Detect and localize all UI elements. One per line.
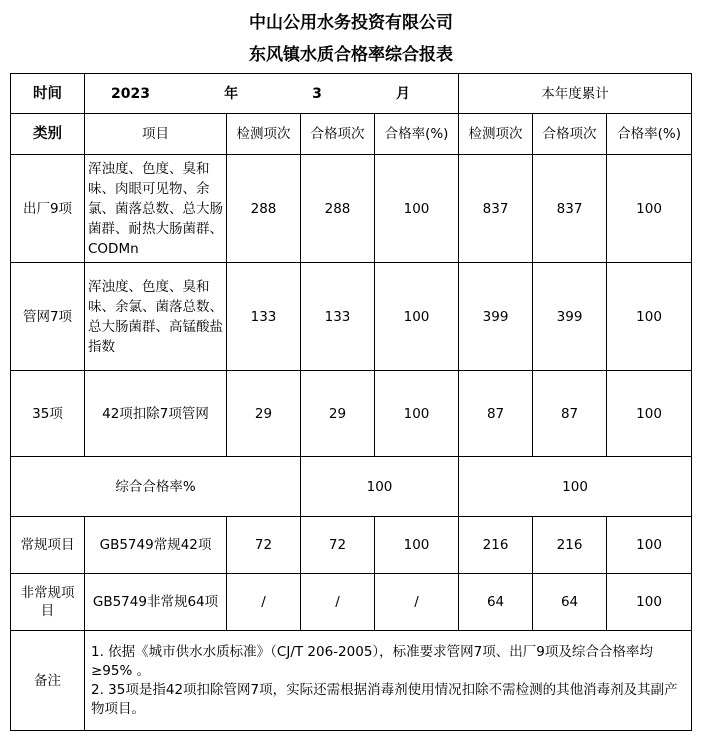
value-cell: / xyxy=(227,574,301,631)
value-cell: 29 xyxy=(227,371,301,457)
item-cell: 浑浊度、色度、臭和味、余氯、菌落总数、总大肠菌群、高锰酸盐指数 xyxy=(85,263,227,371)
value-cell: 100 xyxy=(607,574,692,631)
col-header: 检测项次 xyxy=(227,114,301,155)
table-row xyxy=(11,574,692,631)
col-header: 检测项次 xyxy=(459,114,533,155)
overall-annual-value: 100 xyxy=(459,457,692,517)
value-cell: 100 xyxy=(607,263,692,371)
category-cell: 出厂9项 xyxy=(11,155,85,263)
table-row xyxy=(11,155,692,263)
col-header: 合格项次 xyxy=(301,114,375,155)
value-cell: 87 xyxy=(459,371,533,457)
item-cell: 浑浊度、色度、臭和味、肉眼可见物、余氯、菌落总数、总大肠菌群、耐热大肠菌群、CODMn xyxy=(85,155,227,263)
year-value: 2023 xyxy=(111,85,150,102)
month-unit: 月 xyxy=(396,85,410,102)
date-cell xyxy=(85,74,459,114)
item-cell: GB5749非常规64项 xyxy=(85,574,227,631)
category-cell: 常规项目 xyxy=(11,517,85,574)
value-cell: 72 xyxy=(227,517,301,574)
value-cell: 216 xyxy=(533,517,607,574)
value-cell: 288 xyxy=(301,155,375,263)
value-cell: 399 xyxy=(533,263,607,371)
notes-row xyxy=(11,631,692,731)
item-cell: 42项扣除7项管网 xyxy=(85,371,227,457)
time-label: 时间 xyxy=(11,74,85,114)
value-cell: 288 xyxy=(227,155,301,263)
report-title: 东风镇水质合格率综合报表 xyxy=(249,45,453,65)
value-cell: 133 xyxy=(227,263,301,371)
value-cell: 399 xyxy=(459,263,533,371)
value-cell: 100 xyxy=(607,155,692,263)
col-header: 合格率(%) xyxy=(375,114,459,155)
value-cell: 100 xyxy=(375,155,459,263)
value-cell: 100 xyxy=(375,263,459,371)
date-row xyxy=(11,74,692,114)
category-cell: 管网7项 xyxy=(11,263,85,371)
overall-label: 综合合格率% xyxy=(11,457,301,517)
value-cell: 72 xyxy=(301,517,375,574)
table-row xyxy=(11,371,692,457)
value-cell: 64 xyxy=(459,574,533,631)
year-unit: 年 xyxy=(224,85,239,102)
company-title: 中山公用水务投资有限公司 xyxy=(249,13,453,33)
category-cell: 非常规项目 xyxy=(11,574,85,631)
value-cell: 64 xyxy=(533,574,607,631)
value-cell: 133 xyxy=(301,263,375,371)
month-value: 3 xyxy=(312,85,322,102)
water-quality-table xyxy=(10,73,692,731)
column-header-row xyxy=(11,114,692,155)
table-row xyxy=(11,263,692,371)
table-row xyxy=(11,517,692,574)
value-cell: / xyxy=(301,574,375,631)
overall-row xyxy=(11,457,692,517)
value-cell: 100 xyxy=(375,517,459,574)
note-line: 1. 依据《城市供水水质标准》（CJ/T 206-2005），标准要求管网7项、出厂9项及综合合格率均≥95% 。 xyxy=(91,643,653,679)
value-cell: 87 xyxy=(533,371,607,457)
value-cell: 29 xyxy=(301,371,375,457)
annual-label: 本年度累计 xyxy=(459,74,692,114)
item-header: 项目 xyxy=(85,114,227,155)
notes-content xyxy=(85,631,692,731)
col-header: 合格项次 xyxy=(533,114,607,155)
col-header: 合格率(%) xyxy=(607,114,692,155)
value-cell: 100 xyxy=(607,517,692,574)
value-cell: / xyxy=(375,574,459,631)
value-cell: 100 xyxy=(607,371,692,457)
item-cell: GB5749常规42项 xyxy=(85,517,227,574)
category-header: 类别 xyxy=(11,114,85,155)
notes-label: 备注 xyxy=(11,631,85,731)
category-cell: 35项 xyxy=(11,371,85,457)
note-line: 2. 35项是指42项扣除管网7项，实际还需根据消毒剂使用情况扣除不需检测的其他消毒剂及其副产物项目。 xyxy=(91,681,678,717)
value-cell: 216 xyxy=(459,517,533,574)
value-cell: 100 xyxy=(375,371,459,457)
value-cell: 837 xyxy=(459,155,533,263)
value-cell: 837 xyxy=(533,155,607,263)
overall-month-value: 100 xyxy=(301,457,459,517)
